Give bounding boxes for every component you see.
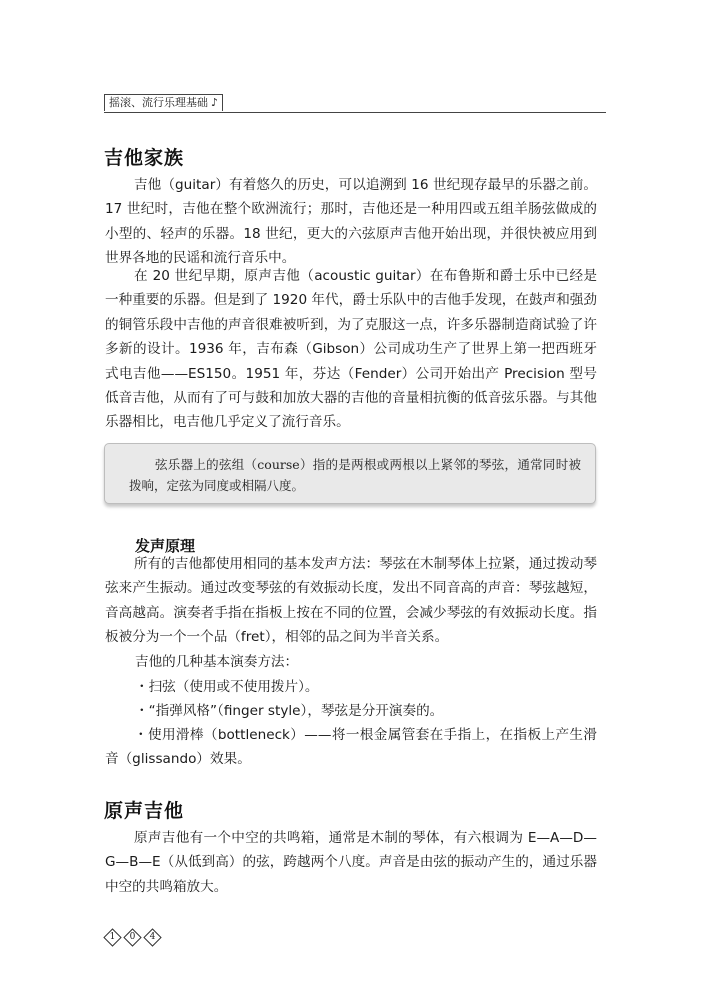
paragraph-guitar-history: 吉他（guitar）有着悠久的历史，可以追溯到 16 世纪现存最早的乐器之前。17 世纪时，吉他在整个欧洲流行；那时，吉他还是一种用四或五组羊肠弦做成的小型的、轻声的乐器。18 世纪，更大的六弦原声吉他开始出现，并很快被应用到世界各地的民谣和流行音乐中。 [105,177,597,267]
page-number [105,927,160,943]
section-title-acoustic-guitar: 原声吉他 [104,800,185,822]
note-box-text: 弦乐器上的弦组（course）指的是两根或两根以上紧邻的琴弦，通常同时被拨响，定弦为同度或相隔八度。 [129,457,581,493]
paragraph-playing-methods-intro: 吉他的几种基本演奏方法： [135,654,299,670]
running-header-title: 摇滚、流行乐理基础 [109,96,208,109]
list-item-bottleneck: ・使用滑棒（bottleneck）——将一根金属管套在手指上，在指板上产生滑音（glissando）效果。 [105,727,597,768]
note-box [104,443,596,504]
running-header [104,94,606,113]
paragraph-electric-guitar: 在 20 世纪早期，原声吉他（acoustic guitar）在布鲁斯和爵士乐中已经是一种重要的乐器。但是到了 1920 年代，爵士乐队中的吉他手发现，在鼓声和强劲的铜管乐段中吉他的声音很难被听到，为了克服这一点，许多乐器制造商试验了许多新的设计。1936 年，吉布森（Gibson）公司成功生产了世界上第一把西班牙式电吉他——ES150。1951 年，芬达（Fender）公司开始出产 Precision 型号低音吉他，从而有了可与鼓和加放大器的吉他的音量相抗衡的低音弦乐器。与其他乐器相比，电吉他几乎定义了流行音乐。 [105,268,597,431]
list-item-finger-style: ・“指弹风格”（finger style），琴弦是分开演奏的。 [135,703,444,719]
section-title-guitar-family: 吉他家族 [104,147,185,169]
music-note-icon: ♪ [211,96,219,109]
page-number-digit: 1 [103,928,121,946]
list-item-strumming: ・扫弦（使用或不使用拨片）。 [135,679,319,695]
running-header-title-box [104,94,223,111]
page-number-digit: 4 [143,928,161,946]
section-title-sound-principle: 发声原理 [135,537,196,555]
paragraph-sound-principle: 所有的吉他都使用相同的基本发声方法：琴弦在木制琴体上拉紧，通过拨动琴弦来产生振动。通过改变琴弦的有效振动长度，发出不同音高的声音：琴弦越短，音高越高。演奏者手指在指板上按在不同的位置，会减少琴弦的有效振动长度。指板被分为一个一个品（fret），相邻的品之间为半音关系。 [105,556,597,646]
page-number-digit: 0 [123,928,141,946]
paragraph-acoustic-guitar: 原声吉他有一个中空的共鸣箱，通常是木制的琴体，有六根调为 E—A—D—G—B—E（从低到高）的弦，跨越两个八度。声音是由弦的振动产生的，通过乐器中空的共鸣箱放大。 [105,830,597,895]
